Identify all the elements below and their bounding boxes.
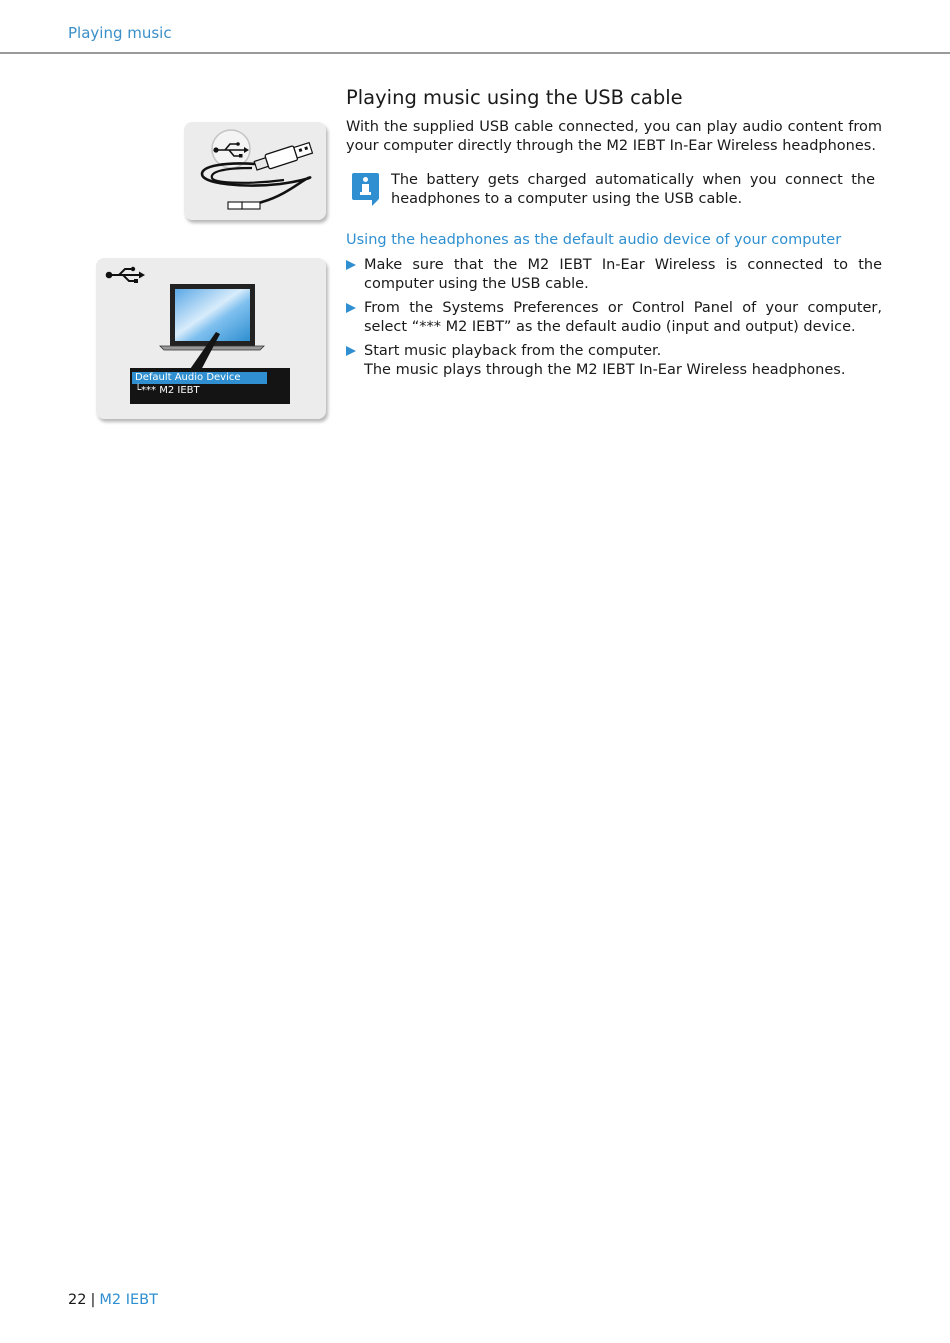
step-text: From the Systems Preferences or Control Panel of your computer, select “*** M2 IEBT” as the default audio (input and output) device. (364, 300, 882, 335)
menu-selected-item: Default Audio Device (132, 372, 267, 384)
step-2 (346, 299, 882, 337)
info-icon (352, 173, 379, 200)
header-divider (0, 52, 950, 54)
footer-product: M2 IEBT (99, 1292, 158, 1308)
step-1 (346, 256, 882, 294)
step-arrow-icon (346, 346, 356, 356)
page-footer (68, 1292, 158, 1308)
step-result: The music plays through the M2 IEBT In-Ear Wireless headphones. (364, 362, 846, 378)
usb-symbol-icon (104, 264, 146, 286)
step-text: Make sure that the M2 IEBT In-Ear Wireless is connected to the computer using the USB cable. (364, 257, 882, 292)
page-number: 22 (68, 1292, 87, 1308)
menu-device-item: └*** M2 IEBT (135, 385, 200, 396)
intro-paragraph: With the supplied USB cable connected, you can play audio content from your computer directly through the M2 IEBT In-Ear Wireless headphones. (346, 119, 882, 154)
info-note: The battery gets charged automatically when you connect the headphones to a computer using the USB cable. (391, 172, 875, 207)
step-arrow-icon (346, 303, 356, 313)
step-arrow-icon (346, 260, 356, 270)
running-header: Playing music (68, 24, 172, 42)
step-text: Start music playback from the computer. (364, 343, 662, 359)
usb-cable-icon (184, 122, 326, 220)
step-3 (346, 342, 882, 380)
laptop-icon (150, 280, 270, 375)
subheading: Using the headphones as the default audio device of your computer (346, 232, 842, 248)
section-title: Playing music using the USB cable (346, 86, 683, 109)
footer-separator: | (90, 1292, 96, 1308)
